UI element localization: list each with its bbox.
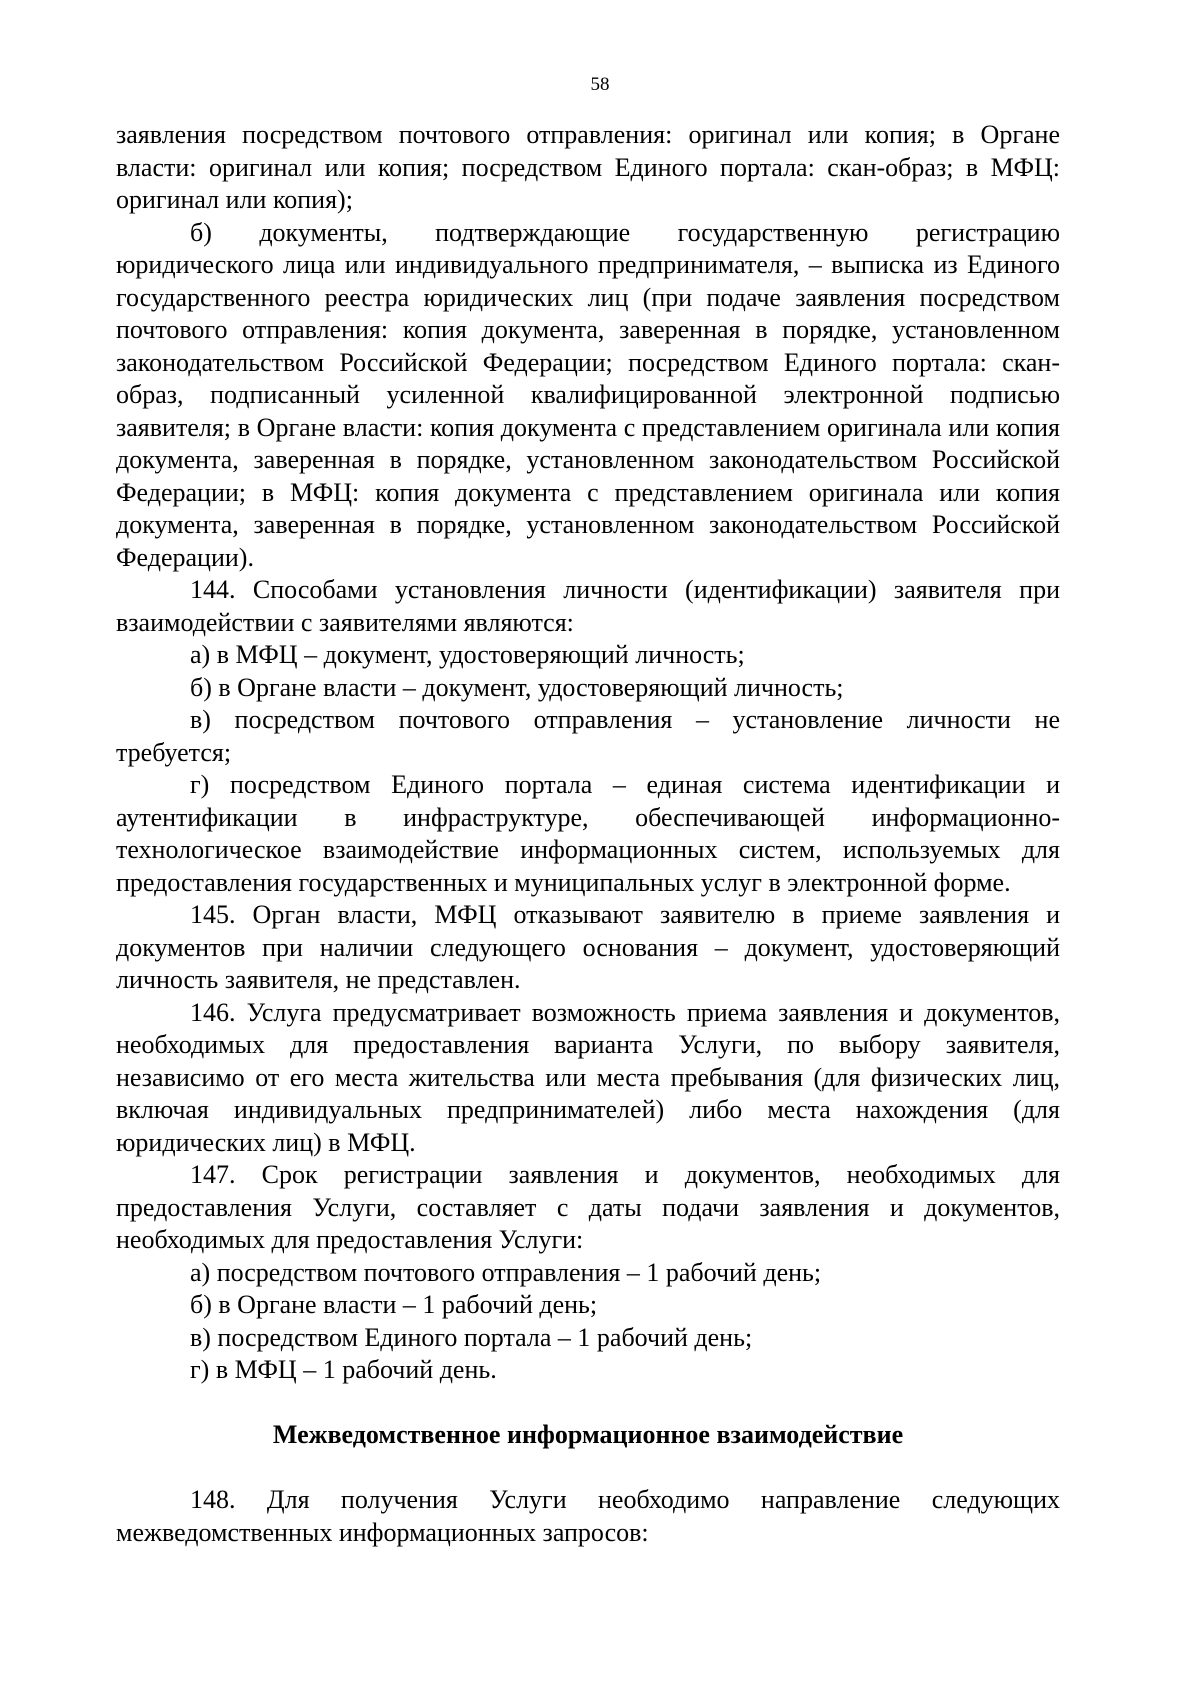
list-item-147-b: б) в Органе власти – 1 рабочий день; bbox=[190, 1290, 598, 1319]
page-number: 58 bbox=[590, 74, 610, 95]
list-item-144-v: в) посредством почтового отправления – установление личности не требуется; bbox=[116, 705, 1060, 767]
paragraph-145: 145. Орган власти, МФЦ отказывают заявителю в приеме заявления и документов при наличии следующего основания – документ, удостоверяющий личность заявителя, не представлен. bbox=[116, 900, 1060, 994]
paragraph-147: 147. Срок регистрации заявления и документов, необходимых для предоставления Услуги, составляет с даты подачи заявления и документов, необходимых для предоставления Услуги: bbox=[116, 1160, 1060, 1254]
list-item-147-a: а) посредством почтового отправления – 1 рабочий день; bbox=[190, 1257, 822, 1287]
paragraph-item-b-registration-docs: б) документы, подтверждающие государственную регистрацию юридического лица или индивидуального предпринимателя, – выписка из Единого государственного реестра юридических лиц (при подаче заявления посредством почтового отправления: копия документа, заверенная в порядке, установленном законодательством Российской Федерации; посредством Единого портала: скан-образ, подписанный усиленной квалифицированной электронной подписью заявителя; в Органе власти: копия документа с представлением оригинала или копия документа, заверенная в порядке, установленном законодательством Российской Федерации; в МФЦ: копия документа с представлением оригинала или копия документа, заверенная в порядке, установленном законодательством Российской Федерации). bbox=[116, 217, 1060, 572]
list-item-147-v: в) посредством Единого портала – 1 рабочий день; bbox=[190, 1322, 753, 1352]
list-item-144-g: г) посредством Единого портала – единая система идентификации и аутентификации в инфраструктуре, обеспечивающей информационно-технологическое взаимодействие информационных систем, используемых для предоставления государственных и муниципальных услуг в электронной форме. bbox=[116, 770, 1060, 897]
list-item-144-b: б) в Органе власти – документ, удостоверяющий личность; bbox=[190, 672, 844, 702]
paragraph-148: 148. Для получения Услуги необходимо направление следующих межведомственных информационных запросов: bbox=[116, 1485, 1060, 1547]
section-heading: Межведомственное информационное взаимодействие bbox=[272, 1420, 904, 1449]
document-body bbox=[116, 119, 1060, 1549]
paragraph-144: 144. Способами установления личности (идентификации) заявителя при взаимодействии с заявителями являются: bbox=[116, 575, 1060, 637]
list-item-144-a: а) в МФЦ – документ, удостоверяющий личность; bbox=[190, 640, 745, 669]
paragraph-146: 146. Услуга предусматривает возможность приема заявления и документов, необходимых для предоставления варианта Услуги, по выбору заявителя, независимо от его места жительства или места пребывания (для физических лиц, включая индивидуальных предпринимателей) либо места нахождения (для юридических лиц) в МФЦ. bbox=[116, 997, 1060, 1157]
list-item-147-g: г) в МФЦ – 1 рабочий день. bbox=[190, 1355, 497, 1384]
paragraph-continuation: заявления посредством почтового отправления: оригинал или копия; в Органе власти: оригинал или копия; посредством Единого портала: скан-образ; в МФЦ: оригинал или копия); bbox=[116, 120, 1060, 214]
